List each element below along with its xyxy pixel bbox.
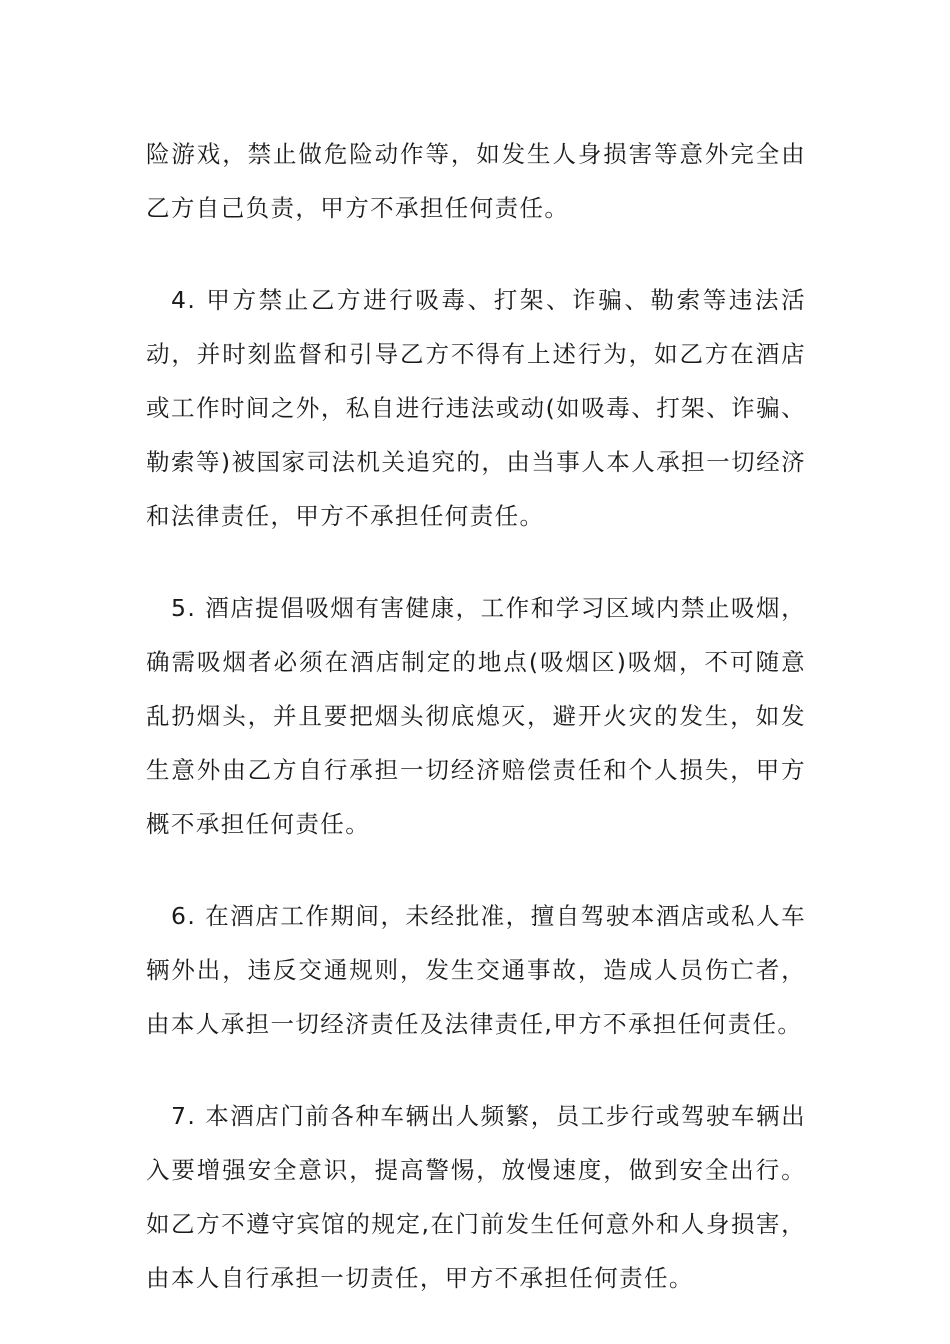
paragraph-gap [146,1051,806,1089]
paragraph-gap [146,235,806,273]
paragraph-5: 5. 酒店提倡吸烟有害健康，工作和学习区域内禁止吸烟，确需吸烟者必须在酒店制定的地点(吸烟区)吸烟，不可随意乱扔烟头，并且要把烟头彻底熄灭，避开火灾的发生，如发生意外由乙方自行承担一切经济赔偿责任和个人损失，甲方概不承担任何责任。 [146,594,806,838]
document-body [146,127,806,1305]
paragraph-gap [146,543,806,581]
paragraph-4: 4. 甲方禁止乙方进行吸毒、打架、诈骗、勒索等违法活动，并时刻监督和引导乙方不得有上述行为，如乙方在酒店或工作时间之外，私自进行违法或动(如吸毒、打架、诈骗、勒索等)被国家司法机关追究的，由当事人本人承担一切经济和法律责任，甲方不承担任何责任。 [146,286,806,530]
paragraph-6: 6. 在酒店工作期间，未经批准，擅自驾驶本酒店或私人车辆外出，违反交通规则，发生交通事故，造成人员伤亡者，由本人承担一切经济责任及法律责任,甲方不承担任何责任。 [146,902,806,1038]
paragraph-7: 7. 本酒店门前各种车辆出人频繁，员工步行或驾驶车辆出入要增强安全意识，提高警惕，放慢速度，做到安全出行。如乙方不遵守宾馆的规定,在门前发生任何意外和人身损害，由本人自行承担一切责任，甲方不承担任何责任。 [146,1102,806,1292]
paragraph-gap [146,851,806,889]
paragraph-continued: 险游戏，禁止做危险动作等，如发生人身损害等意外完全由乙方自己负责，甲方不承担任何责任。 [146,140,806,222]
